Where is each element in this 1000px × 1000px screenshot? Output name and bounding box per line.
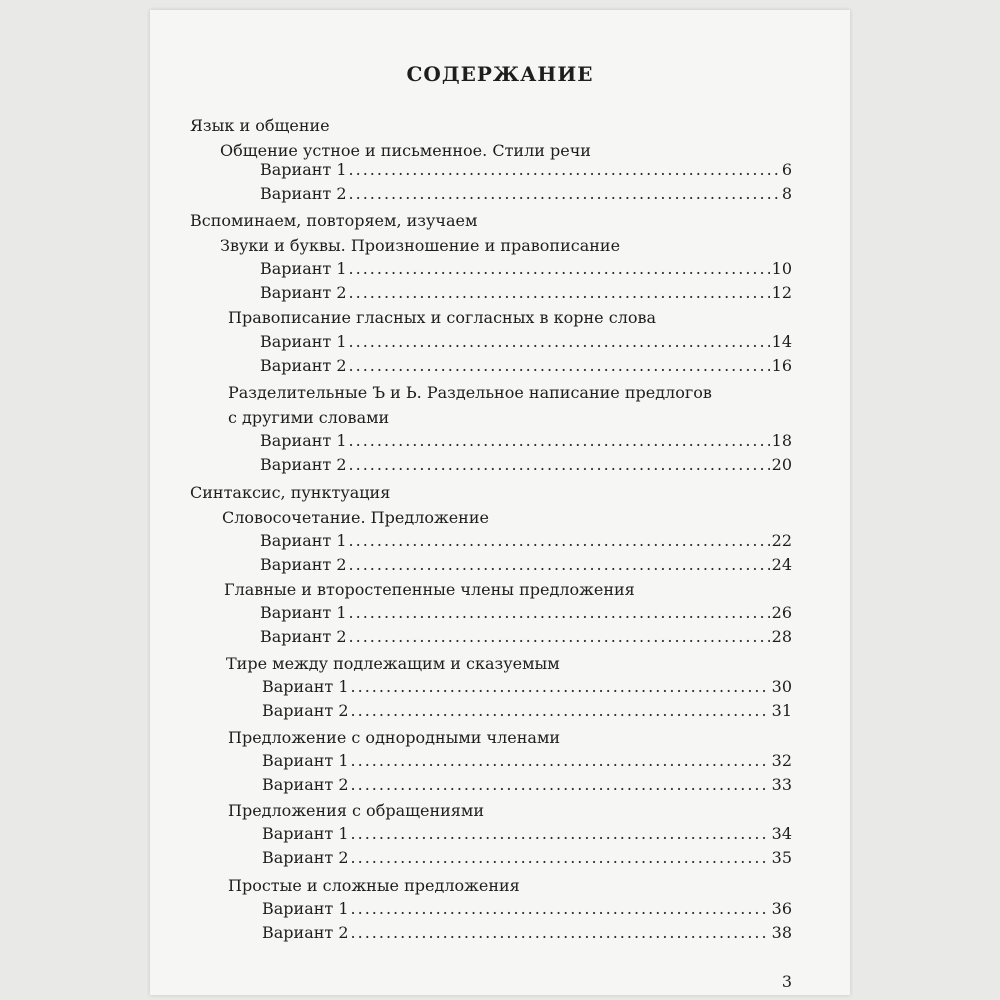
toc-entry-title: Вариант 2 (262, 775, 349, 794)
toc-entry-title: Вариант 2 (260, 283, 347, 302)
toc-leader-dots (349, 531, 770, 550)
toc-entry[interactable] (262, 751, 792, 775)
toc-leader-dots (351, 775, 770, 794)
toc-entry[interactable] (262, 824, 792, 848)
toc-entry-title: Вариант 2 (260, 455, 347, 474)
toc-entry-page: 26 (771, 603, 792, 622)
toc-subsection: Предложение с однородными членами (228, 728, 561, 747)
toc-leader-dots (349, 431, 770, 450)
toc-entry-page: 12 (771, 283, 792, 302)
toc-entry-page: 36 (771, 899, 792, 918)
toc-subsection: Общение устное и письменное. Стили речи (220, 141, 591, 160)
toc-leader-dots (349, 184, 778, 203)
toc-entry-page: 20 (771, 455, 792, 474)
toc-entry-page: 8 (781, 184, 792, 203)
toc-subsection: Главные и второстепенные члены предложения (224, 580, 635, 599)
toc-leader-dots (349, 283, 770, 302)
toc-entry[interactable] (260, 603, 792, 627)
toc-entry[interactable] (262, 701, 792, 725)
toc-entry[interactable] (260, 283, 792, 307)
toc-entry-page: 31 (771, 701, 792, 720)
toc-entry-page: 38 (771, 923, 792, 942)
toc-leader-dots (349, 627, 770, 646)
toc-entry[interactable] (260, 531, 792, 555)
toc-subsection: Словосочетание. Предложение (222, 508, 489, 527)
toc-entry-title: Вариант 1 (260, 332, 347, 351)
toc-entry-title: Вариант 2 (260, 356, 347, 375)
toc-leader-dots (349, 332, 770, 351)
toc-entry-title: Вариант 1 (260, 531, 347, 550)
toc-entry[interactable] (262, 848, 792, 872)
toc-subsection: Звуки и буквы. Произношение и правописание (220, 236, 621, 255)
page-title: СОДЕРЖАНИЕ (406, 62, 594, 86)
toc-entry-title: Вариант 1 (260, 160, 347, 179)
toc-section: Вспоминаем, повторяем, изучаем (190, 211, 478, 230)
toc-entry[interactable] (262, 677, 792, 701)
toc-entry[interactable] (260, 160, 792, 184)
toc-entry[interactable] (260, 431, 792, 455)
toc-entry-title: Вариант 1 (260, 431, 347, 450)
toc-entry-title: Вариант 1 (262, 677, 349, 696)
toc-leader-dots (349, 356, 770, 375)
toc-subsection: Простые и сложные предложения (228, 876, 520, 895)
toc-leader-dots (351, 701, 770, 720)
toc-entry[interactable] (262, 923, 792, 947)
toc-entry[interactable] (260, 184, 792, 208)
toc-entry-page: 14 (771, 332, 792, 351)
toc-entry[interactable] (262, 775, 792, 799)
toc-entry-page: 22 (771, 531, 792, 550)
toc-leader-dots (351, 923, 770, 942)
toc-entry-page: 28 (771, 627, 792, 646)
toc-entry-title: Вариант 2 (262, 848, 349, 867)
toc-leader-dots (349, 603, 770, 622)
toc-entry-title: Вариант 1 (260, 603, 347, 622)
toc-leader-dots (351, 899, 770, 918)
toc-entry-title: Вариант 1 (260, 259, 347, 278)
toc-entry-title: Вариант 1 (262, 899, 349, 918)
toc-subsection: Разделительные Ъ и Ь. Раздельное написание предлогов (228, 383, 712, 402)
toc-entry-title: Вариант 2 (262, 701, 349, 720)
toc-leader-dots (351, 824, 770, 843)
toc-entry-title: Вариант 2 (262, 923, 349, 942)
toc-entry-page: 30 (771, 677, 792, 696)
toc-entry-page: 24 (771, 555, 792, 574)
toc-entry-page: 32 (771, 751, 792, 770)
toc-entry-page: 33 (771, 775, 792, 794)
toc-entry-page: 35 (771, 848, 792, 867)
toc-subsection: Правописание гласных и согласных в корне слова (228, 308, 657, 327)
toc-entry[interactable] (260, 627, 792, 651)
toc-section: Язык и общение (190, 116, 330, 135)
toc-leader-dots (351, 848, 770, 867)
toc-subsection: Тире между подлежащим и сказуемым (226, 654, 560, 673)
toc-entry-title: Вариант 2 (260, 627, 347, 646)
toc-entry-page: 6 (781, 160, 792, 179)
toc-subsection: Предложения с обращениями (228, 801, 484, 820)
toc-leader-dots (349, 455, 770, 474)
toc-entry[interactable] (260, 332, 792, 356)
toc-entry-title: Вариант 2 (260, 555, 347, 574)
toc-entry-page: 16 (771, 356, 792, 375)
toc-entry[interactable] (262, 899, 792, 923)
page-number: 3 (781, 972, 792, 991)
toc-entry-page: 18 (771, 431, 792, 450)
toc-section: Синтаксис, пунктуация (190, 483, 391, 502)
toc-entry[interactable] (260, 356, 792, 380)
toc-leader-dots (349, 555, 770, 574)
toc-entry[interactable] (260, 555, 792, 579)
toc-subsection-continued: с другими словами (228, 408, 390, 427)
toc-entry-page: 34 (771, 824, 792, 843)
toc-entry[interactable] (260, 259, 792, 283)
toc-leader-dots (349, 160, 778, 179)
toc-entry[interactable] (260, 455, 792, 479)
toc-entry-title: Вариант 1 (262, 751, 349, 770)
toc-entry-title: Вариант 1 (262, 824, 349, 843)
toc-leader-dots (349, 259, 770, 278)
toc-leader-dots (351, 677, 770, 696)
toc-entry-title: Вариант 2 (260, 184, 347, 203)
toc-entry-page: 10 (771, 259, 792, 278)
toc-leader-dots (351, 751, 770, 770)
